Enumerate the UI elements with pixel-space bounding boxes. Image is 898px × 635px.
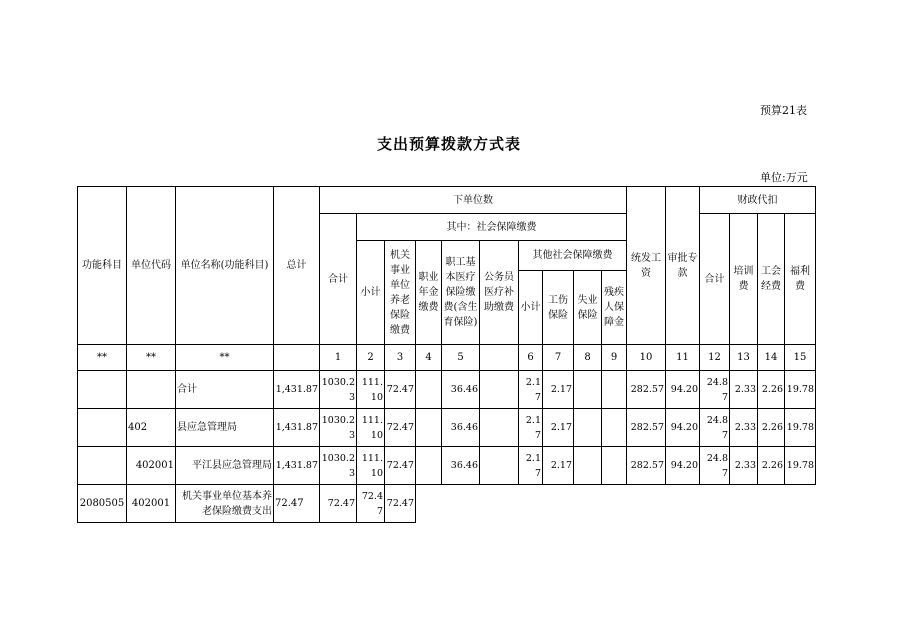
index-cell: 4 [416,345,442,371]
header-unemployment: 失业保险 [574,271,602,345]
cell-training: 2.33 [730,447,758,485]
header-pension: 机关事业单位养老保险缴费 [385,241,416,345]
cell-medical: 36.46 [442,371,480,409]
cell-approval: 94.20 [666,409,700,447]
table-row [78,409,816,447]
header-unit-code: 单位代码 [127,187,176,345]
cell-unemp [574,409,602,447]
header-sub-units: 下单位数 [320,187,627,214]
header-welfare: 福利费 [785,214,816,345]
header-other-subtotal: 小计 [519,271,543,345]
cell-disabled [602,409,627,447]
cell-union: 2.26 [758,371,785,409]
cell-annuity [416,371,442,409]
cell-civil [480,371,519,409]
budget-table [77,186,816,523]
cell-approval: 94.20 [666,371,700,409]
cell-salary: 282.57 [627,409,666,447]
cell-sum: 1030.23 [320,409,357,447]
cell-welfare: 19.78 [785,447,816,485]
cell-pension: 72.47 [385,447,416,485]
blank-area [416,485,816,523]
cell-subtotal: 72.47 [357,485,385,523]
header-fin-sum: 合计 [700,214,730,345]
cell-code: 402001 [127,485,176,523]
header-training: 培训费 [730,214,758,345]
header-medical: 职工基本医疗保险缴费(含生育保险) [442,241,480,345]
cell-unemp [574,447,602,485]
cell-injury: 2.17 [543,371,574,409]
unit-label: 单位:万元 [760,171,808,184]
cell-pension: 72.47 [385,409,416,447]
index-cell: 1 [320,345,357,371]
cell-injury: 2.17 [543,447,574,485]
header-func-code: 功能科目 [78,187,127,345]
cell-func [78,371,127,409]
header-other-social: 其他社会保障缴费 [519,241,627,271]
table-row [78,371,816,409]
cell-fin-sum: 24.87 [700,447,730,485]
cell-annuity [416,447,442,485]
index-cell: ** [176,345,274,371]
cell-func [78,409,127,447]
header-social-insurance: 其中：社会保障缴费 [357,214,627,241]
cell-disabled [602,447,627,485]
cell-other-sub: 2.17 [519,409,543,447]
cell-total: 1,431.87 [274,447,320,485]
cell-total: 1,431.87 [274,409,320,447]
cell-func [78,447,127,485]
cell-annuity [416,409,442,447]
cell-civil [480,447,519,485]
cell-code [127,371,176,409]
form-number: 预算21表 [760,104,807,117]
cell-injury: 2.17 [543,409,574,447]
index-cell: 14 [758,345,785,371]
cell-total: 1,431.87 [274,371,320,409]
header-salary: 统发工资 [627,187,666,345]
cell-name: 合计 [176,371,274,409]
cell-func: 2080505 [78,485,127,523]
cell-union: 2.26 [758,447,785,485]
index-cell: 3 [385,345,416,371]
index-cell: 15 [785,345,816,371]
header-total: 总计 [274,187,320,345]
index-cell: 5 [442,345,480,371]
header-subtotal: 小计 [357,241,385,345]
cell-name: 县应急管理局 [176,409,274,447]
cell-unemp [574,371,602,409]
cell-code: 402 [127,409,176,447]
index-cell [274,345,320,371]
index-cell: 9 [602,345,627,371]
page-title: 支出预算拨款方式表 [376,135,521,153]
cell-sum: 1030.23 [320,371,357,409]
header-finance-agent: 财政代扣 [700,187,816,214]
cell-total: 72.47 [274,485,320,523]
cell-medical: 36.46 [442,447,480,485]
header-injury: 工伤保险 [543,271,574,345]
header-sum: 合计 [320,214,357,345]
table-row [78,447,816,485]
header-approval: 审批专款 [666,187,700,345]
cell-salary: 282.57 [627,371,666,409]
header-union: 工会经费 [758,214,785,345]
cell-medical: 36.46 [442,409,480,447]
index-cell [480,345,519,371]
header-civil-medical: 公务员医疗补助缴费 [480,241,519,345]
cell-fin-sum: 24.87 [700,371,730,409]
header-disabled: 残疾人保障金 [602,271,627,345]
cell-civil [480,409,519,447]
cell-subtotal: 111.10 [357,447,385,485]
cell-subtotal: 111.10 [357,409,385,447]
cell-code: 402001 [127,447,176,485]
cell-sum: 72.47 [320,485,357,523]
index-row [78,345,816,371]
index-cell: 2 [357,345,385,371]
cell-pension: 72.47 [385,485,416,523]
index-cell: 6 [519,345,543,371]
index-cell: 7 [543,345,574,371]
header-unit-name: 单位名称(功能科目) [176,187,274,345]
cell-other-sub: 2.17 [519,447,543,485]
index-cell: 13 [730,345,758,371]
table-row [78,485,816,523]
cell-approval: 94.20 [666,447,700,485]
cell-welfare: 19.78 [785,371,816,409]
index-cell: 8 [574,345,602,371]
index-cell: 10 [627,345,666,371]
cell-union: 2.26 [758,409,785,447]
cell-welfare: 19.78 [785,409,816,447]
cell-pension: 72.47 [385,371,416,409]
cell-disabled [602,371,627,409]
cell-training: 2.33 [730,371,758,409]
cell-training: 2.33 [730,409,758,447]
index-cell: ** [127,345,176,371]
index-cell: 11 [666,345,700,371]
cell-salary: 282.57 [627,447,666,485]
index-cell: 12 [700,345,730,371]
cell-sum: 1030.23 [320,447,357,485]
header-annuity: 职业年金缴费 [416,241,442,345]
cell-name: 平江县应急管理局 [176,447,274,485]
cell-other-sub: 2.17 [519,371,543,409]
cell-fin-sum: 24.87 [700,409,730,447]
index-cell: ** [78,345,127,371]
cell-subtotal: 111.10 [357,371,385,409]
cell-name: 机关事业单位基本养老保险缴费支出 [176,485,274,523]
